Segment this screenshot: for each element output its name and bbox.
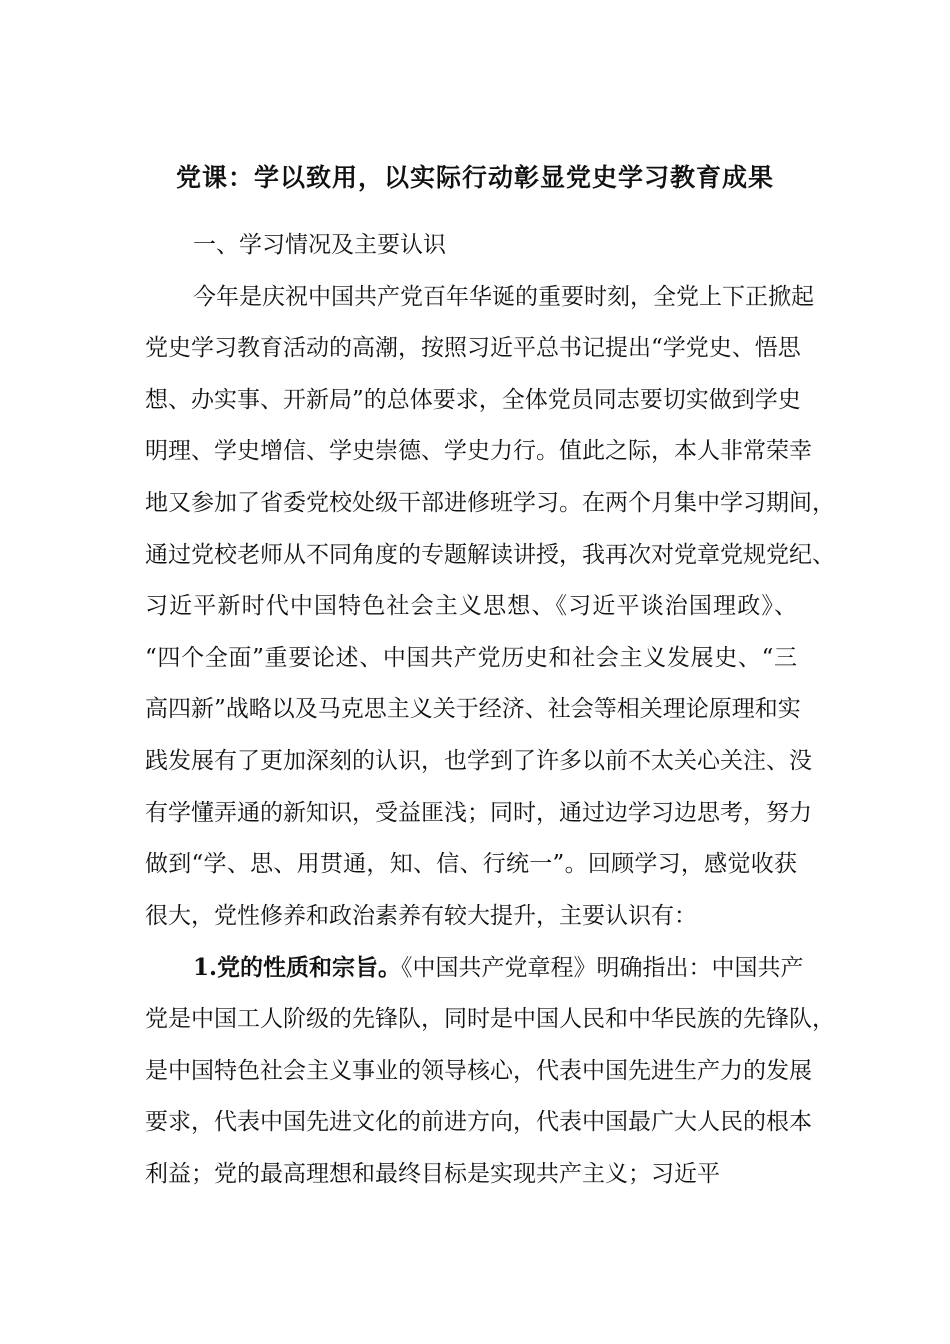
text-line: 很大，党性修养和政治素养有较大提升，主要认识有：	[145, 902, 697, 929]
text-line: 想、办实事、开新局”的总体要求，全体党员同志要切实做到学史	[145, 386, 801, 413]
text-line: 要求，代表中国先进文化的前进方向，代表中国最广大人民的根本	[145, 1109, 812, 1136]
paragraph-1	[145, 272, 835, 943]
text-line: 是中国特色社会主义事业的领导核心，代表中国先进生产力的发展	[145, 1057, 812, 1084]
text-line: 利益；党的最高理想和最终目标是实现共产主义；习近平	[145, 1160, 720, 1187]
text-line: 今年是庆祝中国共产党百年华诞的重要时刻，全党上下正掀起	[193, 283, 814, 310]
point-1-first-line	[145, 942, 804, 994]
text-line: 明理、学史增信、学史崇德、学史力行。值此之际，本人非常荣幸	[145, 438, 812, 465]
text-line: 习近平新时代中国特色社会主义思想、《习近平谈治国理政》、	[145, 593, 797, 620]
text-line: 高四新”战略以及马克思主义关于经济、社会等相关理论原理和实	[145, 696, 801, 723]
text-line: 有学懂弄通的新知识，受益匪浅；同时，通过边学习边思考，努力	[145, 799, 812, 826]
text-line: 践发展有了更加深刻的认识，也学到了许多以前不太关心关注、没	[145, 747, 812, 774]
text-line: 通过党校老师从不同角度的专题解读讲授，我再次对党章党规党纪、	[145, 541, 835, 568]
text-line: 党是中国工人阶级的先锋队，同时是中国人民和中华民族的先锋队，	[145, 1005, 835, 1032]
point-1-text: 《中国共产党章程》明确指出：中国共产	[401, 955, 804, 982]
text-line: 党史学习教育活动的高潮，按照习近平总书记提出“学党史、悟思	[145, 335, 801, 362]
text-line: 地又参加了省委党校处级干部进修班学习。在两个月集中学习期间，	[145, 489, 835, 516]
document-title: 党课：学以致用，以实际行动彰显党史学习教育成果	[175, 163, 774, 192]
point-1-paragraph	[145, 994, 835, 1200]
text-line: “四个全面”重要论述、中国共产党历史和社会主义发展史、“三	[145, 644, 797, 671]
text-line: 做到“学、思、用贯通，知、信、行统一”。回顾学习，感觉收获	[145, 851, 797, 878]
document-body	[145, 220, 835, 1200]
point-1-lead: 1.党的性质和宗旨。	[193, 954, 402, 982]
section-heading: 一、学习情况及主要认识	[193, 232, 446, 258]
